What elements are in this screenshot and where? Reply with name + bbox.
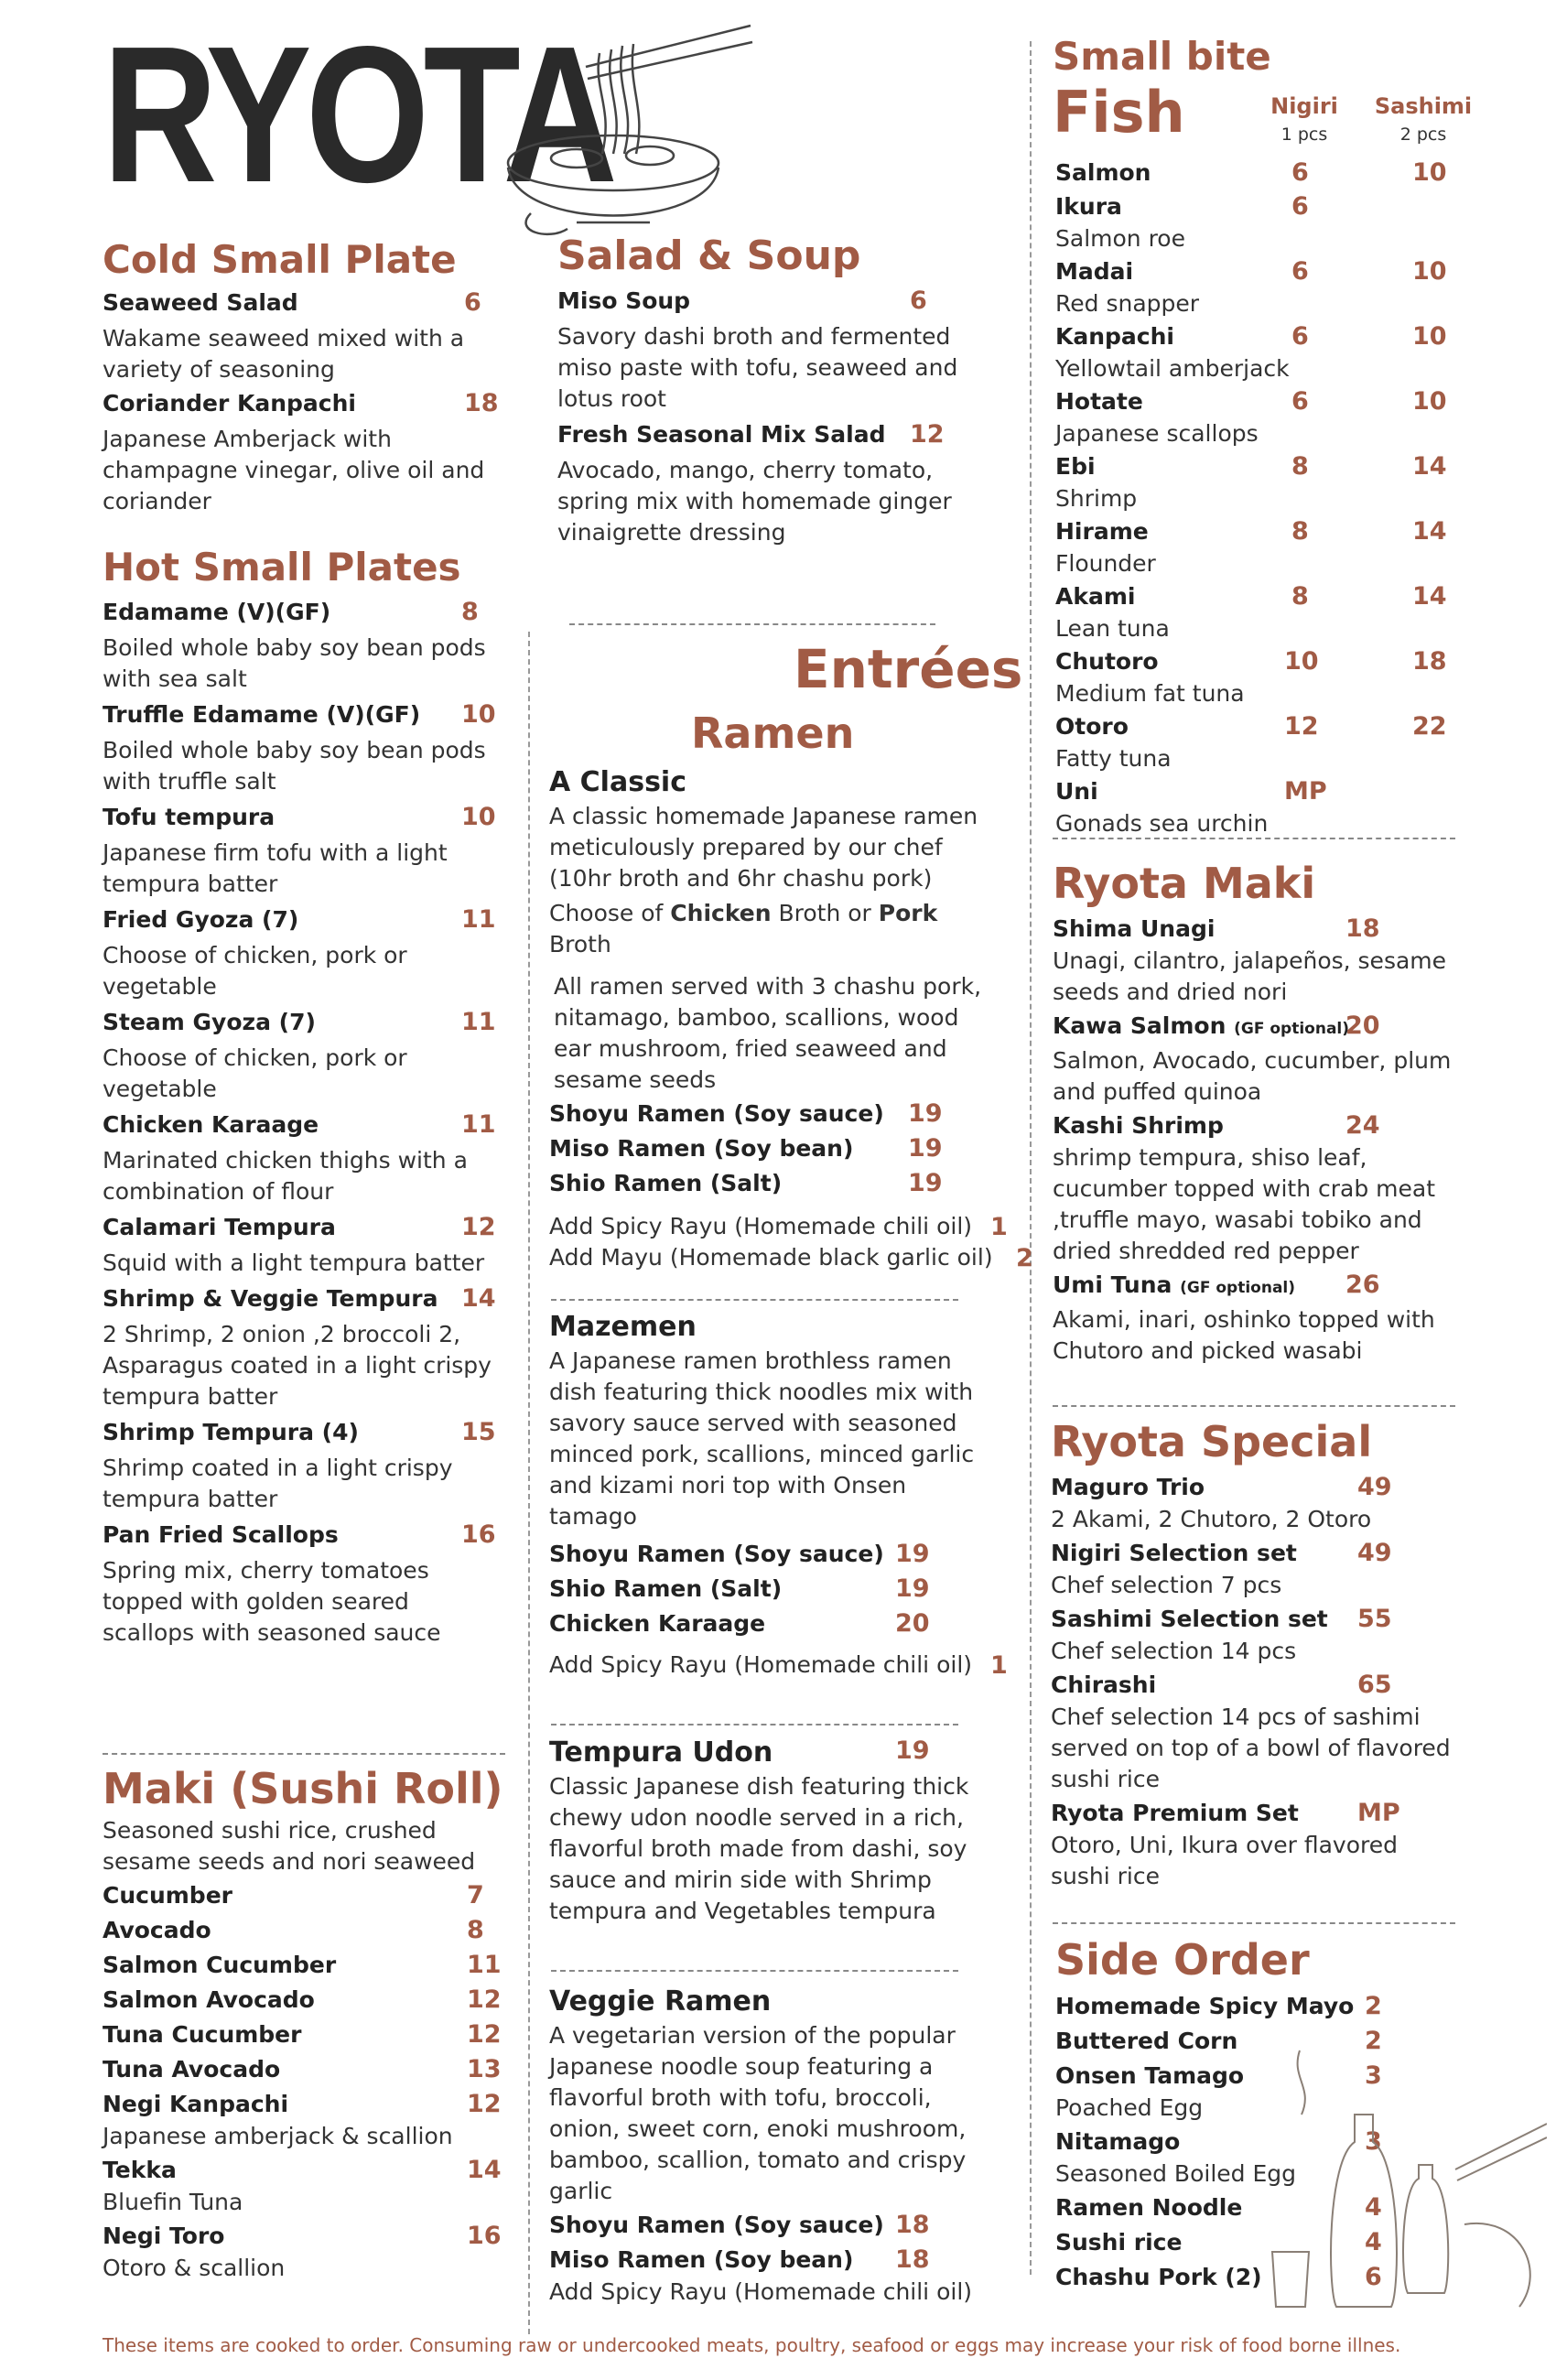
menu-item: [1051, 1669, 1463, 1795]
fish-title: Fish: [1053, 79, 1185, 146]
udon-desc: Classic Japanese dish featuring thick chewy udon noodle served in a rich, flavorful broth made from dashi, soy sauce and mirin side with Shrimp tempura and Vegetables tempura: [549, 1773, 969, 1924]
item-name: Ryota Premium Set: [1051, 1800, 1299, 1826]
item-price: 18: [464, 389, 499, 417]
item-desc: Savory dashi broth and fermented miso paste with tofu, seaweed and lotus root: [557, 323, 958, 412]
menu-item: [103, 1879, 505, 1912]
ryota-special-section: [1051, 1414, 1463, 1892]
menu-item: [103, 1914, 505, 1947]
food-safety-notice: These items are cooked to order. Consuming raw or undercooked meats, poultry, seafood or eggs may increase your risk of food borne illnes.: [103, 2334, 1401, 2356]
item-desc: Choose of chicken, pork or vegetable: [103, 942, 407, 1000]
menu-item: [1053, 1109, 1464, 1267]
menu-item: [549, 1538, 998, 1571]
item-name: Tekka: [103, 2157, 177, 2183]
menu-item: [549, 2209, 998, 2242]
sashimi-price: 10: [1412, 257, 1447, 286]
item-name: Shrimp Tempura (4): [103, 1419, 359, 1445]
veggie-desc: A vegetarian version of the popular Japanese noodle soup featuring a flavorful broth with tofu, broccoli, onion, sweet corn, enoki mushroom, bamboo, scallion, tomato and crispy garlic: [549, 2022, 967, 2204]
nigiri-price: 8: [1291, 452, 1309, 481]
sashimi-price: 18: [1412, 647, 1447, 676]
sashimi-price: 22: [1412, 712, 1447, 741]
item-price: 16: [467, 2222, 502, 2250]
item-price: 18: [895, 2211, 930, 2239]
item-name: Chicken Karaage: [549, 1610, 766, 1637]
sashimi-price: 10: [1412, 158, 1447, 187]
mazemen-block: [549, 1309, 1008, 1681]
fish-name: Akami: [1055, 583, 1136, 610]
item-name: Tuna Cucumber: [103, 2021, 302, 2048]
item-price: 19: [895, 1540, 930, 1568]
item-desc: Bluefin Tuna: [103, 2189, 243, 2215]
fish-name: Salmon: [1055, 159, 1151, 186]
nigiri-subheader: 1 pcs: [1280, 124, 1328, 145]
item-price: 14: [461, 1284, 496, 1313]
fish-item: [1055, 157, 1467, 189]
item-price: 13: [467, 2055, 502, 2083]
fish-desc: Salmon roe: [1055, 225, 1185, 252]
item-name: Pan Fried Scallops: [103, 1521, 339, 1548]
item-desc: Chef selection 14 pcs: [1051, 1638, 1297, 1664]
menu-item: [103, 2154, 505, 2218]
item-desc: Squid with a light tempura batter: [103, 1250, 485, 1276]
section-title: Cold Small Plate: [103, 237, 457, 282]
item-name: Tuna Avocado: [103, 2056, 281, 2082]
entrees-title: Entrées: [794, 638, 1023, 700]
item-name: Edamame (V)(GF): [103, 599, 331, 625]
menu-item: [1051, 1537, 1463, 1601]
section-title: Hot Small Plates: [103, 545, 461, 590]
section-title: Salad & Soup: [557, 233, 861, 279]
nigiri-price: 6: [1291, 322, 1309, 351]
item-price: 12: [467, 2090, 502, 2118]
fish-desc: Fatty tuna: [1055, 745, 1172, 772]
menu-item: [1053, 1010, 1464, 1108]
classic-addon-rayu: Add Spicy Rayu (Homemade chili oil) 1: [549, 1213, 1008, 1241]
item-desc: Shrimp coated in a light crispy tempura batter: [103, 1455, 453, 1512]
tempura-udon-block: [549, 1735, 979, 1927]
veggie-addon-rayu: Add Spicy Rayu (Homemade chili oil): [549, 2278, 973, 2305]
menu-item: [557, 285, 988, 415]
item-price: 18: [1345, 914, 1380, 943]
item-price: 12: [467, 1985, 502, 2014]
menu-item: [549, 2244, 998, 2277]
item-price: 14: [467, 2156, 502, 2184]
item-name: Coriander Kanpachi: [103, 390, 356, 416]
item-name: Negi Kanpachi: [103, 2091, 289, 2117]
item-name: Calamari Tempura: [103, 1214, 336, 1240]
item-name: Steam Gyoza (7): [103, 1009, 316, 1035]
fish-item: [1055, 190, 1467, 254]
menu-item: [1053, 1269, 1464, 1367]
item-name: Buttered Corn: [1055, 2028, 1238, 2054]
fish-item: [1055, 320, 1467, 384]
item-price: 15: [461, 1418, 496, 1446]
ryota-maki-section: [1053, 856, 1464, 1367]
item-name: Negi Toro: [103, 2223, 225, 2249]
menu-item: [549, 1167, 998, 1200]
item-desc: Wakame seaweed mixed with a variety of seasoning: [103, 325, 465, 383]
fish-name: Madai: [1055, 258, 1134, 285]
menu-item: [103, 903, 505, 1002]
item-price: 24: [1345, 1111, 1380, 1140]
column-divider-left: [528, 632, 530, 2334]
fish-desc: Japanese scallops: [1055, 420, 1259, 447]
section-title: Ryota Maki: [1053, 859, 1316, 908]
item-desc: 2 Shrimp, 2 onion ,2 broccoli 2, Asparagus coated in a light crispy tempura batter: [103, 1321, 492, 1410]
nigiri-price: 6: [1291, 158, 1309, 187]
menu-item: [549, 1098, 998, 1130]
item-name: Shoyu Ramen (Soy sauce): [549, 1541, 884, 1567]
item-name: Avocado: [103, 1917, 211, 1943]
fish-desc: Lean tuna: [1055, 615, 1170, 642]
fish-desc: Flounder: [1055, 550, 1156, 577]
section-title: Side Order: [1055, 1935, 1310, 1985]
item-name: Shrimp & Veggie Tempura: [103, 1285, 438, 1312]
item-desc: Japanese firm tofu with a light tempura batter: [103, 839, 448, 897]
item-desc: Choose of chicken, pork or vegetable: [103, 1044, 407, 1102]
nigiri-price: 6: [1291, 257, 1309, 286]
item-desc: Seasoned Boiled Egg: [1055, 2160, 1297, 2187]
section-title: Ryota Special: [1051, 1417, 1373, 1466]
divider: [1053, 838, 1455, 839]
item-name: Maguro Trio: [1051, 1474, 1205, 1500]
menu-item: [103, 2220, 505, 2284]
fish-desc: Shrimp: [1055, 485, 1138, 512]
item-price: 11: [467, 1951, 502, 1979]
classic-desc: A classic homemade Japanese ramen meticulously prepared by our chef (10hr broth and 6hr chashu pork): [549, 803, 978, 892]
divider: [1053, 1922, 1455, 1924]
item-price: 20: [1345, 1012, 1380, 1040]
fish-name: Chutoro: [1055, 648, 1159, 675]
item-price: 3: [1365, 2061, 1382, 2090]
classic-ramen-block: [549, 764, 1033, 1273]
divider: [103, 1753, 505, 1755]
fish-item: [1055, 450, 1467, 514]
item-name: Kawa Salmon (GF optional): [1053, 1012, 1350, 1039]
fish-item: [1055, 710, 1467, 774]
item-price: 12: [910, 420, 945, 449]
nigiri-header: Nigiri: [1270, 93, 1338, 119]
item-desc: Boiled whole baby soy bean pods with sea salt: [103, 634, 486, 692]
item-price: 16: [461, 1520, 496, 1549]
item-name: Umi Tuna (GF optional): [1053, 1271, 1296, 1298]
item-desc: Japanese Amberjack with champagne vinegar, olive oil and coriander: [103, 426, 485, 514]
sashimi-price: 10: [1412, 387, 1447, 416]
item-name: Chicken Karaage: [103, 1111, 319, 1138]
item-desc: Otoro, Uni, Ikura over flavored sushi rice: [1051, 1832, 1398, 1889]
item-name: Chashu Pork (2): [1055, 2264, 1262, 2290]
item-name: Truffle Edamame (V)(GF): [103, 701, 421, 728]
fish-name: Hirame: [1055, 518, 1149, 545]
item-price: 10: [461, 700, 496, 729]
item-desc: Chef selection 7 pcs: [1051, 1572, 1282, 1598]
nigiri-price: 8: [1291, 582, 1309, 611]
item-name: Fried Gyoza (7): [103, 906, 299, 933]
small-bite-title: Small bite: [1053, 34, 1271, 79]
item-price: 8: [467, 1916, 484, 1944]
item-price: 2: [1365, 2027, 1382, 2055]
nigiri-price: 10: [1284, 647, 1319, 676]
item-price: 6: [1365, 2263, 1382, 2291]
item-name: Miso Ramen (Soy bean): [549, 1135, 854, 1162]
fish-item: [1055, 255, 1467, 319]
sashimi-price: 14: [1412, 517, 1447, 546]
item-name: Onsen Tamago: [1055, 2062, 1245, 2089]
divider: [551, 1299, 958, 1301]
menu-item: [103, 2018, 505, 2051]
fish-name: Ebi: [1055, 453, 1096, 480]
sashimi-price: 10: [1412, 322, 1447, 351]
menu-item: [549, 1607, 998, 1640]
mazemen-name: Mazemen: [549, 1311, 697, 1343]
sashimi-header: Sashimi: [1374, 93, 1473, 119]
menu-item: [103, 596, 505, 695]
item-name: Tofu tempura: [103, 804, 276, 830]
item-name: Cucumber: [103, 1882, 232, 1909]
item-desc: Spring mix, cherry tomatoes topped with golden seared scallops with seasoned sauce: [103, 1557, 441, 1646]
maki-intro: Seasoned sushi rice, crushed sesame seeds and nori seaweed: [103, 1817, 476, 1875]
item-price: 19: [908, 1134, 943, 1163]
item-price: 6: [910, 287, 927, 315]
item-name: Sashimi Selection set: [1051, 1606, 1328, 1632]
udon-name: Tempura Udon: [549, 1736, 773, 1769]
column-divider-right: [1030, 41, 1032, 2275]
classic-addon-mayu: Add Mayu (Homemade black garlic oil) 2: [549, 1244, 1033, 1272]
sashimi-price: 14: [1412, 582, 1447, 611]
item-name: Shoyu Ramen (Soy sauce): [549, 1100, 884, 1127]
item-price: 65: [1357, 1671, 1392, 1699]
sashimi-price: 14: [1412, 452, 1447, 481]
item-name: Sushi rice: [1055, 2229, 1183, 2256]
mazemen-addon-rayu: Add Spicy Rayu (Homemade chili oil) 1: [549, 1651, 1008, 1680]
section-title: Maki (Sushi Roll): [103, 1764, 503, 1813]
fish-name: Kanpachi: [1055, 323, 1174, 350]
item-name: Shoyu Ramen (Soy sauce): [549, 2212, 884, 2238]
item-price: 11: [461, 905, 496, 934]
menu-item: [103, 1949, 505, 1982]
item-desc: shrimp tempura, shiso leaf, cucumber topped with crab meat ,truffle mayo, wasabi tobiko and dried shredded red pepper: [1053, 1144, 1436, 1264]
item-name: Kashi Shrimp: [1053, 1112, 1224, 1139]
item-price: 18: [895, 2245, 930, 2274]
item-price: 6: [464, 288, 481, 317]
salad-soup-section: [557, 232, 988, 548]
fish-desc: Gonads sea urchin: [1055, 810, 1269, 837]
sake-illustration-icon: [1245, 2014, 1547, 2325]
nigiri-price: 6: [1291, 192, 1309, 221]
nigiri-price: 6: [1291, 387, 1309, 416]
divider: [551, 1724, 958, 1726]
cold-small-plate-section: [103, 235, 505, 517]
mazemen-desc: A Japanese ramen brothless ramen dish featuring thick noodles mix with savory sauce served with seasoned minced pork, scallions, minced garlic and kizami nori top with Onsen tamago: [549, 1347, 975, 1530]
item-price: 12: [467, 2020, 502, 2049]
menu-item: [103, 287, 505, 385]
item-tag: (GF optional): [1180, 1279, 1296, 1297]
item-price: 4: [1365, 2228, 1382, 2256]
item-name: Nitamago: [1055, 2128, 1181, 2155]
item-price: 8: [461, 598, 479, 626]
ramen-bowl-icon: [476, 16, 760, 245]
menu-item: [103, 1984, 505, 2017]
menu-item: [103, 1416, 505, 1515]
fish-name: Ikura: [1055, 193, 1122, 220]
menu-item: [557, 418, 988, 548]
fish-name: Otoro: [1055, 713, 1129, 740]
menu-item: [103, 698, 505, 797]
item-desc: 2 Akami, 2 Chutoro, 2 Otoro: [1051, 1506, 1372, 1532]
item-price: 11: [461, 1008, 496, 1036]
brand-logo: RYOTA: [103, 5, 612, 222]
divider: [1053, 1405, 1455, 1407]
nigiri-price: MP: [1284, 777, 1327, 806]
item-price: 26: [1345, 1271, 1380, 1299]
item-price: 12: [461, 1213, 496, 1241]
menu-item: [103, 1109, 505, 1207]
menu-item: [103, 387, 505, 517]
menu-item: [1051, 1471, 1463, 1535]
menu-item: [549, 1132, 998, 1165]
menu-item: [1051, 1603, 1463, 1667]
menu-item: [103, 801, 505, 900]
hot-small-plates-section: [103, 543, 505, 1649]
divider: [551, 1970, 958, 1972]
item-name: Salmon Avocado: [103, 1986, 315, 2013]
item-desc: Marinated chicken thighs with a combination of flour: [103, 1147, 468, 1205]
classic-name: A Classic: [549, 766, 686, 798]
item-desc: Unagi, cilantro, jalapeños, sesame seeds and dried nori: [1053, 947, 1447, 1005]
fish-item: [1055, 385, 1467, 449]
fish-desc: Yellowtail amberjack: [1055, 355, 1290, 382]
udon-price: 19: [895, 1736, 930, 1765]
fish-item: [1055, 515, 1467, 579]
fish-desc: Red snapper: [1055, 290, 1200, 317]
item-name: Homemade Spicy Mayo: [1055, 1993, 1355, 2019]
menu-item: [103, 1211, 505, 1279]
item-price: 4: [1365, 2193, 1382, 2222]
item-name: Shio Ramen (Salt): [549, 1170, 783, 1196]
item-price: 19: [895, 1574, 930, 1603]
item-price: 19: [908, 1099, 943, 1128]
item-desc: Chef selection 14 pcs of sashimi served on top of a bowl of flavored sushi rice: [1051, 1704, 1451, 1792]
sashimi-subheader: 2 pcs: [1399, 124, 1447, 145]
item-name: Chirashi: [1051, 1671, 1157, 1698]
item-price: 20: [895, 1609, 930, 1638]
item-name: Shima Unagi: [1053, 915, 1216, 942]
item-desc: Boiled whole baby soy bean pods with truffle salt: [103, 737, 486, 795]
menu-item: [103, 2088, 505, 2152]
item-name: Shio Ramen (Salt): [549, 1575, 783, 1602]
menu-item: [549, 1573, 998, 1606]
classic-broth-choice: Choose of Chicken Broth or Pork Broth: [549, 900, 938, 957]
item-desc: Poached Egg: [1055, 2094, 1204, 2121]
item-price: 19: [908, 1169, 943, 1197]
item-price: 11: [461, 1110, 496, 1139]
fish-item: [1055, 775, 1467, 839]
item-price: 49: [1357, 1473, 1392, 1501]
menu-item: [103, 1519, 505, 1649]
fish-name: Hotate: [1055, 388, 1143, 415]
menu-item: [103, 1006, 505, 1105]
item-price: 7: [467, 1881, 484, 1909]
item-price: MP: [1357, 1799, 1400, 1827]
item-desc: Japanese amberjack & scallion: [103, 2123, 453, 2149]
item-price: 49: [1357, 1539, 1392, 1567]
ramen-title: Ramen: [691, 709, 855, 758]
item-desc: Salmon, Avocado, cucumber, plum and puffed quinoa: [1053, 1047, 1452, 1105]
item-name: Salmon Cucumber: [103, 1952, 337, 1978]
item-desc: Otoro & scallion: [103, 2255, 286, 2281]
item-desc: Avocado, mango, cherry tomato, spring mix with homemade ginger vinaigrette dressing: [557, 457, 952, 546]
item-price: 3: [1365, 2127, 1382, 2156]
classic-served-with: All ramen served with 3 chashu pork, nitamago, bamboo, scallions, wood ear mushroom, fried seaweed and sesame seeds: [554, 973, 982, 1093]
item-name: Miso Soup: [557, 287, 691, 314]
menu-item: [1053, 913, 1464, 1008]
fish-name: Uni: [1055, 778, 1098, 805]
divider: [569, 623, 935, 625]
menu-item: [1051, 1797, 1463, 1892]
item-tag: (GF optional): [1234, 1020, 1350, 1038]
item-price: 55: [1357, 1605, 1392, 1633]
nigiri-price: 8: [1291, 517, 1309, 546]
item-name: Nigiri Selection set: [1051, 1540, 1297, 1566]
item-name: Miso Ramen (Soy bean): [549, 2246, 854, 2273]
menu-item: [103, 1282, 505, 1412]
item-name: Fresh Seasonal Mix Salad: [557, 421, 886, 448]
fish-item: [1055, 645, 1467, 709]
item-price: 2: [1365, 1992, 1382, 2020]
item-price: 10: [461, 803, 496, 831]
item-name: Ramen Noodle: [1055, 2194, 1243, 2221]
maki-section: [103, 1762, 505, 2284]
fish-item: [1055, 580, 1467, 644]
item-desc: Akami, inari, oshinko topped with Chutoro and picked wasabi: [1053, 1306, 1435, 1364]
item-name: Seaweed Salad: [103, 289, 298, 316]
veggie-ramen-block: [549, 1984, 998, 2308]
menu-item: [103, 2053, 505, 2086]
nigiri-price: 12: [1284, 712, 1319, 741]
fish-desc: Medium fat tuna: [1055, 680, 1245, 707]
veggie-name: Veggie Ramen: [549, 1985, 772, 2018]
